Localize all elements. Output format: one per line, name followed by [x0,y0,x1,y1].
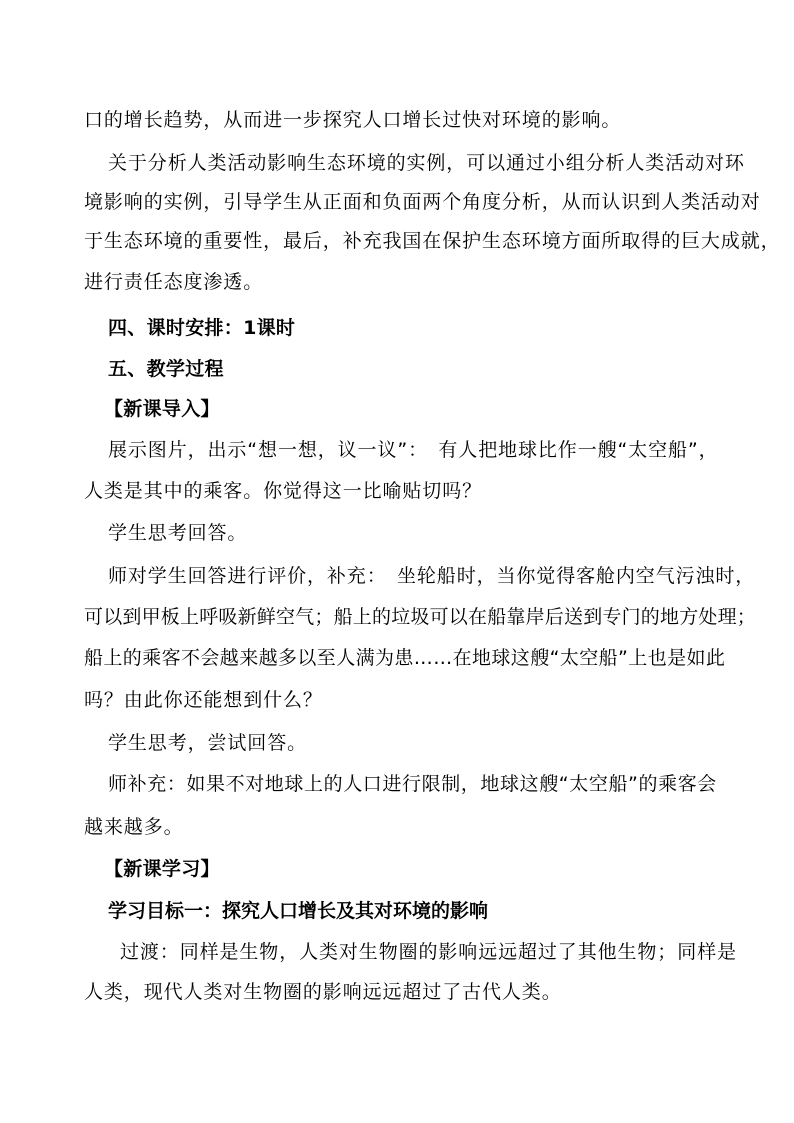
paragraph-teacher-evaluate-line-1: 师对学生回答进行评价，补充： 坐轮船时，当你觉得客舱内空气污浊时， [108,565,756,587]
paragraph-students-think-2: 学生思考，尝试回答。 [108,732,308,754]
learning-goal-1-heading: 学习目标一：探究人口增长及其对环境的影响 [108,900,489,922]
paragraph-teacher-supplement-line-2: 越来越多。 [84,816,184,838]
paragraph-teacher-evaluate-line-3: 船上的乘客不会越来越多以至人满为患……在地球这艘“太空船”上也是如此 [84,647,726,669]
new-lesson-intro-heading: 【新课导入】 [104,398,220,420]
paragraph-analysis-line-4: 进行责任态度渗透。 [84,271,264,293]
section-4-heading: 四、课时安排：1课时 [108,317,296,339]
paragraph-teacher-supplement-line-1: 师补充：如果不对地球上的人口进行限制，地球这艘“太空船”的乘客会 [108,773,717,795]
paragraph-show-picture-line-1: 展示图片，出示“想一想，议一议”： 有人把地球比作一艘“太空船”， [108,439,719,461]
section-5-heading: 五、教学过程 [108,358,224,380]
new-lesson-study-heading: 【新课学习】 [104,858,220,880]
paragraph-analysis-line-3: 于生态环境的重要性，最后，补充我国在保护生态环境方面所取得的巨大成就， [84,230,781,252]
paragraph-intro-end-line-1: 口的增长趋势，从而进一步探究人口增长过快对环境的影响。 [84,109,622,131]
paragraph-analysis-line-1: 关于分析人类活动影响生态环境的实例，可以通过小组分析人类活动对环 [108,152,745,174]
paragraph-teacher-evaluate-line-4: 吗？由此你还能想到什么？ [84,689,323,711]
paragraph-show-picture-line-2: 人类是其中的乘客。你觉得这一比喻贴切吗？ [84,480,483,502]
paragraph-transition-line-1: 过渡：同样是生物，人类对生物圈的影响远远超过了其他生物；同样是 [120,941,737,963]
paragraph-analysis-line-2: 境影响的实例，引导学生从正面和负面两个角度分析，从而认识到人类活动对 [84,191,761,213]
paragraph-students-think-1: 学生思考回答。 [108,522,248,544]
paragraph-teacher-evaluate-line-2: 可以到甲板上呼吸新鲜空气；船上的垃圾可以在船靠岸后送到专门的地方处理； [84,606,757,628]
paragraph-transition-line-2: 人类，现代人类对生物圈的影响远远超过了古代人类。 [84,981,562,1003]
